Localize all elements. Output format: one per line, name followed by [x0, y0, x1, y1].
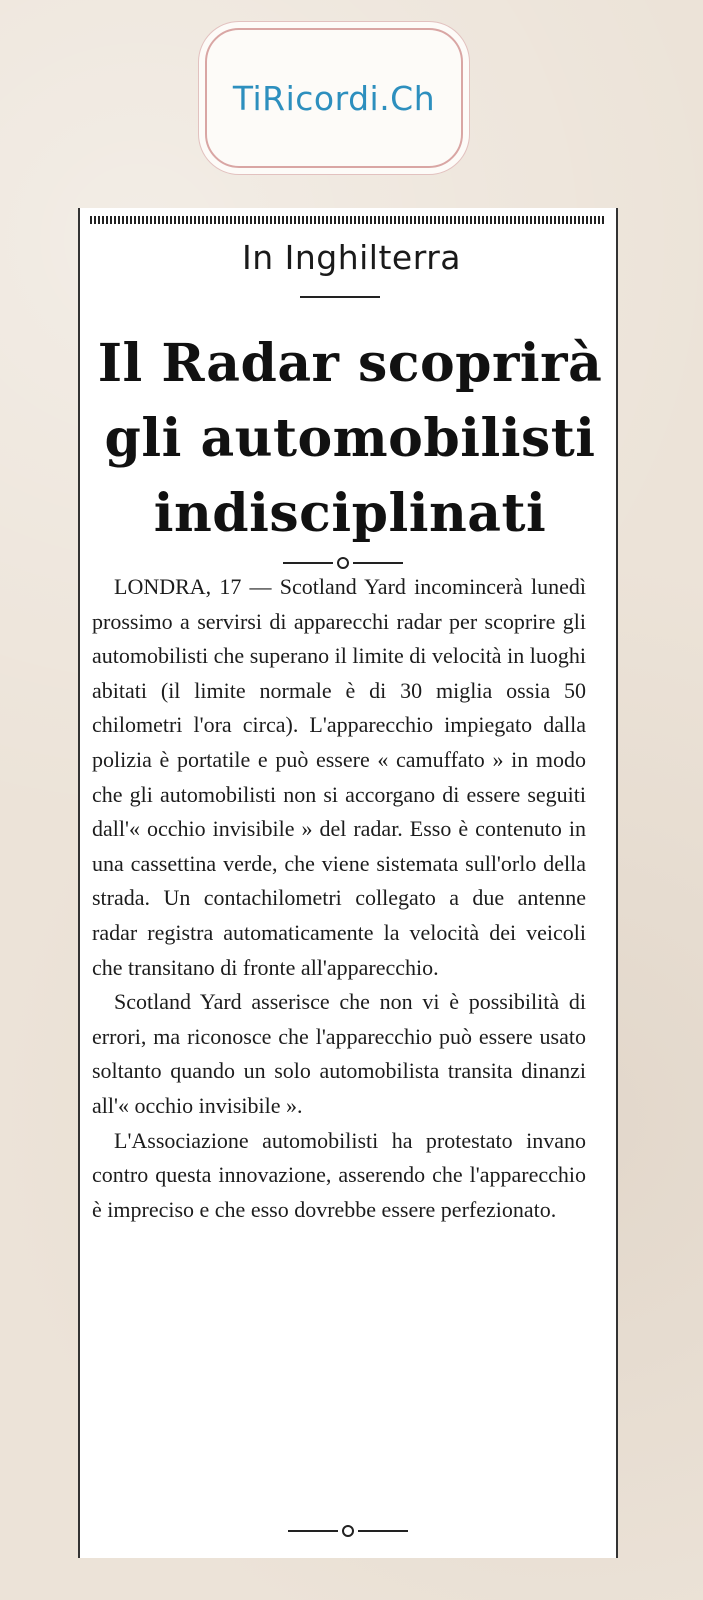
headline-line-2: gli automobilisti	[104, 408, 596, 469]
paragraph-1: LONDRA, 17 — Scotland Yard incomincerà lunedì prossimo a servirsi di apparecchi radar per scoprire gli automobilisti che superano il limite di velocità in luoghi abitati (il limite normale è di 30 miglia ossia 50 chilometri l'ora circa). L'apparecchio impiegato dalla polizia è portatile e può essere « camuffato » in modo che gli automobilisti non si accorgano di essere seguiti dall'« occhio invisibile » del radar. Esso è contenuto in una cassettina verde, che viene sistemata sull'orlo della strada. Un contachilometri collegato a due antenne radar registra automaticamente la velocità dei veicoli che transitano di fronte all'apparecchio.	[92, 574, 586, 980]
paragraph-2: Scotland Yard asserisce che non vi è possibilità di errori, ma riconosce che l'apparecchio può essere usato soltanto quando un solo automobilista transita dinanzi all'« occhio invisibile ».	[92, 989, 586, 1118]
end-ornament-divider	[288, 1524, 408, 1538]
kicker-underline	[300, 296, 380, 298]
headline-line-1: Il Radar scoprirà	[97, 333, 603, 394]
article-kicker: In Inghilterra	[241, 238, 461, 277]
headline-line-3: indisciplinati	[153, 483, 547, 544]
article-body	[92, 570, 586, 1227]
headline-ornament-divider	[283, 556, 403, 570]
top-decorative-rule	[90, 216, 606, 224]
article-headline	[80, 326, 620, 551]
paragraph-3: L'Associazione automobilisti ha protestato invano contro questa innovazione, asserendo che l'apparecchio è impreciso e che esso dovrebbe essere perfezionato.	[92, 1127, 586, 1222]
site-logo-badge	[205, 28, 463, 168]
site-logo-text: TiRicordi.Ch	[232, 78, 436, 118]
